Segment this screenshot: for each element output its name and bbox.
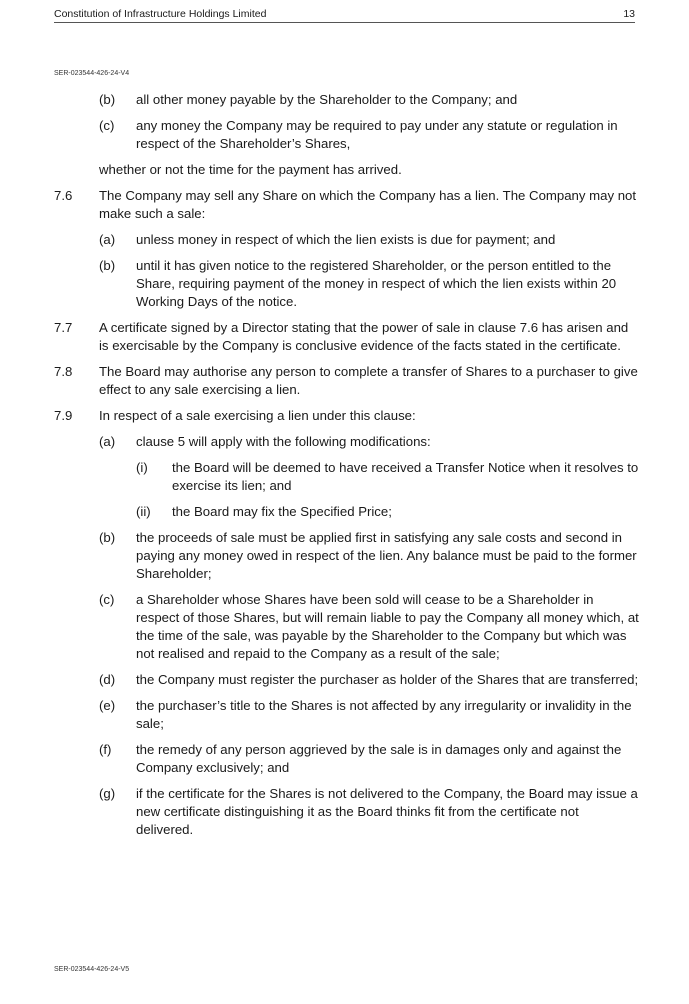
clause-number: (g) [99,786,116,801]
clause-number: (a) [99,232,116,247]
clause-text: the Company must register the purchaser as holder of the Shares that are transferred; [136,672,639,687]
clause-text: the remedy of any person aggrieved by the sale is in damages only and against the Company exclusively; and [136,742,622,775]
clause-paragraph [54,319,639,355]
sub-clause-paragraph [54,117,639,153]
clause-paragraph [54,407,639,425]
clause-text: the Board may fix the Specified Price; [172,504,392,519]
clause-text: the proceeds of sale must be applied first in satisfying any sale costs and second in paying any money owed in respect of the lien. Any balance must be paid to the former Shareholder; [136,530,637,581]
continuation-paragraph [54,161,639,179]
clause-number: 7.8 [54,364,73,379]
clause-text: until it has given notice to the registered Shareholder, or the person entitled to the Share, requiring payment of the money in respect of which the lien exists within 20 Working Days of the notice. [136,258,617,309]
clause-text: if the certificate for the Shares is not delivered to the Company, the Board may issue a new certificate distinguishing it as the Board thinks fit from the certificate not delivered. [136,786,638,837]
page-number: 13 [623,8,635,20]
header-divider [54,22,635,23]
document-reference-bottom: SER-023544-426-24-V5 [54,966,130,973]
clause-number: (d) [99,672,116,687]
sub-clause-paragraph [54,91,639,109]
document-reference-top: SER-023544-426-24-V4 [54,70,130,77]
sub-clause-paragraph [54,697,639,733]
clause-number: 7.7 [54,320,73,335]
sub-clause-paragraph [54,741,639,777]
sub-clause-paragraph [54,257,639,311]
clause-paragraph [54,187,639,223]
clause-number: (b) [99,258,116,273]
clause-text: In respect of a sale exercising a lien under this clause: [99,408,416,423]
clause-text: any money the Company may be required to pay under any statute or regulation in respect of the Shareholder’s Shares, [136,118,618,151]
sub-clause-paragraph [54,671,639,689]
clause-number: (a) [99,434,116,449]
clause-number: (c) [99,118,115,133]
clause-text: whether or not the time for the payment has arrived. [99,162,402,177]
clause-number: (ii) [136,504,151,519]
page-header [54,6,635,22]
sub-clause-paragraph [54,785,639,839]
document-body [54,91,639,847]
sub-clause-paragraph [54,231,639,249]
clause-number: (i) [136,460,148,475]
clause-text: a Shareholder whose Shares have been sold will cease to be a Shareholder in respect of those Shares, but will remain liable to pay the Company all money which, at the time of the sale, was payable by the Shareholder to the Company but which was not realised and repaid to the Company as a result of the sale; [136,592,639,661]
clause-number: 7.6 [54,188,73,203]
clause-text: the Board will be deemed to have received a Transfer Notice when it resolves to exercise its lien; and [172,460,639,493]
clause-text: The Board may authorise any person to complete a transfer of Shares to a purchaser to give effect to any sale exercising a lien. [99,364,638,397]
document-title: Constitution of Infrastructure Holdings Limited [54,8,267,20]
clause-text: unless money in respect of which the lien exists is due for payment; and [136,232,556,247]
clause-number: (f) [99,742,112,757]
clause-number: (b) [99,92,116,107]
clause-text: clause 5 will apply with the following modifications: [136,434,431,449]
sub-clause-paragraph [54,529,639,583]
clause-text: A certificate signed by a Director stating that the power of sale in clause 7.6 has arisen and is exercisable by the Company is conclusive evidence of the facts stated in the certificate. [99,320,629,353]
sub-clause-paragraph [54,591,639,663]
clause-number: (c) [99,592,115,607]
clause-text: all other money payable by the Shareholder to the Company; and [136,92,518,107]
clause-number: (b) [99,530,116,545]
clause-text: The Company may sell any Share on which the Company has a lien. The Company may not make such a sale: [99,188,637,221]
sub-sub-clause-paragraph [54,459,639,495]
clause-paragraph [54,363,639,399]
clause-number: 7.9 [54,408,73,423]
sub-sub-clause-paragraph [54,503,639,521]
clause-text: the purchaser’s title to the Shares is not affected by any irregularity or invalidity in the sale; [136,698,632,731]
sub-clause-paragraph [54,433,639,451]
clause-number: (e) [99,698,116,713]
